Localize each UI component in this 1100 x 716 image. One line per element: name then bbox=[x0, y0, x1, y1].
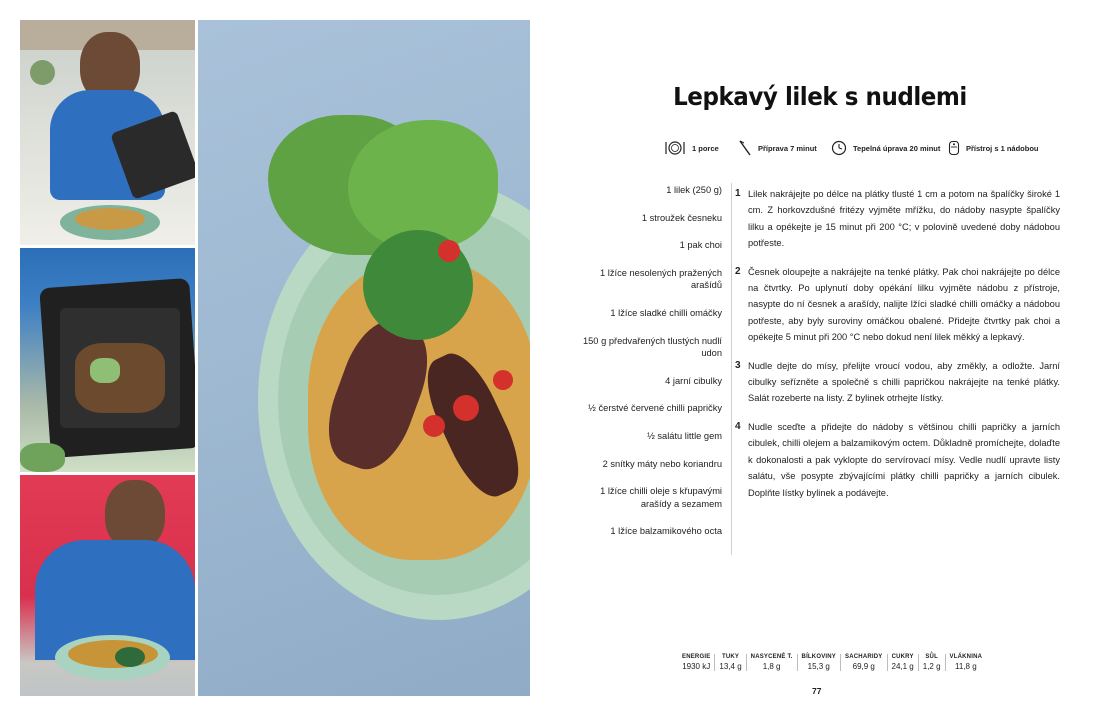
step-number: 3 bbox=[735, 359, 741, 371]
nutrition-value: 15,3 g bbox=[807, 662, 830, 671]
method-step bbox=[735, 419, 1060, 501]
ingredient-item: 1 lžíce balzamikového octa bbox=[610, 526, 722, 537]
ingredient-item: 4 jarní cibulky bbox=[665, 375, 722, 386]
knife-icon bbox=[738, 140, 752, 156]
nutrition-value: 1930 kJ bbox=[682, 662, 711, 671]
nutrition-cell bbox=[714, 654, 745, 671]
nutrition-value: 11,8 g bbox=[955, 662, 977, 671]
nutrition-cell bbox=[945, 654, 987, 671]
photo-serving-noodles bbox=[20, 475, 195, 696]
ingredient-item: 2 snítky máty nebo koriandru bbox=[602, 458, 722, 469]
nutrition-cell bbox=[887, 654, 918, 671]
method-steps bbox=[735, 186, 1060, 513]
nutrition-table bbox=[678, 654, 986, 671]
nutrition-label: BÍLKOVINY bbox=[801, 654, 837, 660]
meta-text: Příprava 7 minut bbox=[758, 143, 817, 153]
meta-portions bbox=[664, 140, 719, 156]
nutrition-label: SŮL bbox=[925, 654, 938, 660]
photo-cooking-step-1 bbox=[20, 20, 195, 245]
air-fryer-icon bbox=[948, 140, 960, 156]
ingredient-item: ½ čerstvé červené chilli papričky bbox=[588, 403, 722, 414]
meta-appliance bbox=[948, 140, 1039, 156]
clock-icon bbox=[831, 140, 847, 156]
nutrition-label: VLÁKNINA bbox=[949, 654, 983, 660]
nutrition-cell bbox=[840, 654, 886, 671]
photo-air-fryer-basket bbox=[20, 248, 195, 472]
photo-finished-dish bbox=[198, 20, 530, 696]
column-divider bbox=[731, 183, 732, 555]
method-step bbox=[735, 358, 1060, 407]
ingredient-item: 1 pak choi bbox=[679, 240, 722, 251]
nutrition-value: 24,1 g bbox=[891, 662, 914, 671]
plate-icon bbox=[664, 140, 686, 156]
nutrition-label: ENERGIE bbox=[682, 654, 711, 660]
nutrition-label: NASYCENÉ T. bbox=[750, 654, 793, 660]
ingredients-list bbox=[578, 184, 722, 553]
step-text: Nudle sceďte a přidejte do nádoby s většinou chilli papričky a jarních cibulek, chilli olejem a balzamikovým octem. Důkladně promíchejte, dolaďte k dokonalosti a pak vyklopte do servírovací mísy. Vedle nudlí upravte listy salátu, vše posypte zbývajícími plátky chilli papričky a jarních cibulek. Doplňte lístky bylinek a podávejte. bbox=[748, 421, 1060, 498]
nutrition-value: 1,2 g bbox=[922, 662, 941, 671]
meta-cook-time bbox=[831, 140, 940, 156]
method-step bbox=[735, 186, 1060, 252]
nutrition-cell bbox=[797, 654, 840, 671]
ingredient-item: 1 lžíce chilli oleje s křupavými arašídy a sezamem bbox=[600, 486, 722, 509]
ingredient-item: 1 lilek (250 g) bbox=[666, 185, 722, 195]
nutrition-value: 1,8 g bbox=[762, 662, 781, 671]
page-number: 77 bbox=[812, 686, 822, 696]
ingredient-item: 1 stroužek česneku bbox=[641, 212, 722, 223]
ingredient-item: 150 g předvařených tlustých nudlí udon bbox=[582, 335, 722, 359]
nutrition-value: 69,9 g bbox=[852, 662, 875, 671]
nutrition-cell bbox=[918, 654, 945, 671]
nutrition-cell bbox=[678, 654, 714, 671]
meta-text: 1 porce bbox=[692, 143, 719, 153]
recipe-title: Lepkavý lilek s nudlemi bbox=[673, 82, 967, 111]
step-text: Lilek nakrájejte po délce na plátky tlusté 1 cm a potom na špalíčky široké 1 cm. Z horkovzdušné fritézy vyjměte mřížku, do nádoby nasypte špalíčky lilku a opékejte je 15 minut při 200 °C; v polovině uvedené doby nádobou potřeste. bbox=[748, 189, 1060, 249]
nutrition-value: 13,4 g bbox=[719, 662, 742, 671]
ingredient-item: 1 lžíce sladké chilli omáčky bbox=[610, 307, 722, 318]
nutrition-label: SACHARIDY bbox=[845, 654, 883, 660]
step-text: Nudle dejte do mísy, přelijte vroucí vodou, aby změkly, a odložte. Jarní cibulky seřízněte a společně s chilli papričkou nakrájejte na tenké plátky. Salát rozeberte na listy. Z bylinek otrhejte lístky. bbox=[748, 360, 1060, 404]
step-number: 4 bbox=[735, 420, 741, 432]
step-text: Česnek oloupejte a nakrájejte na tenké plátky. Pak choi nakrájejte po délce na čtvrtky. Po uplynutí doby opékání lilku vyjměte nádobu z přístroje, nasypte do ní česnek a arašídy, nalijte lžíci sladké chilli omáčky a nádobou potřeste, aby byly suroviny omáčkou obalené. Přidejte čtvrtky pak choi a opékejte 5 minut při 200 °C nebo dokud není lilek měkký a lepkavý. bbox=[748, 266, 1060, 343]
step-number: 2 bbox=[735, 265, 741, 277]
nutrition-cell bbox=[746, 654, 797, 671]
meta-text: Přístroj s 1 nádobou bbox=[966, 143, 1039, 153]
ingredient-item: 1 lžíce nesolených pražených arašídů bbox=[600, 267, 722, 291]
nutrition-label: TUKY bbox=[721, 654, 740, 660]
step-number: 1 bbox=[735, 188, 741, 199]
meta-prep-time bbox=[738, 140, 817, 156]
nutrition-label: CUKRY bbox=[891, 654, 914, 660]
method-step bbox=[735, 264, 1060, 346]
ingredient-item: ½ salátu little gem bbox=[647, 430, 722, 441]
meta-text: Tepelná úprava 20 minut bbox=[853, 143, 941, 153]
